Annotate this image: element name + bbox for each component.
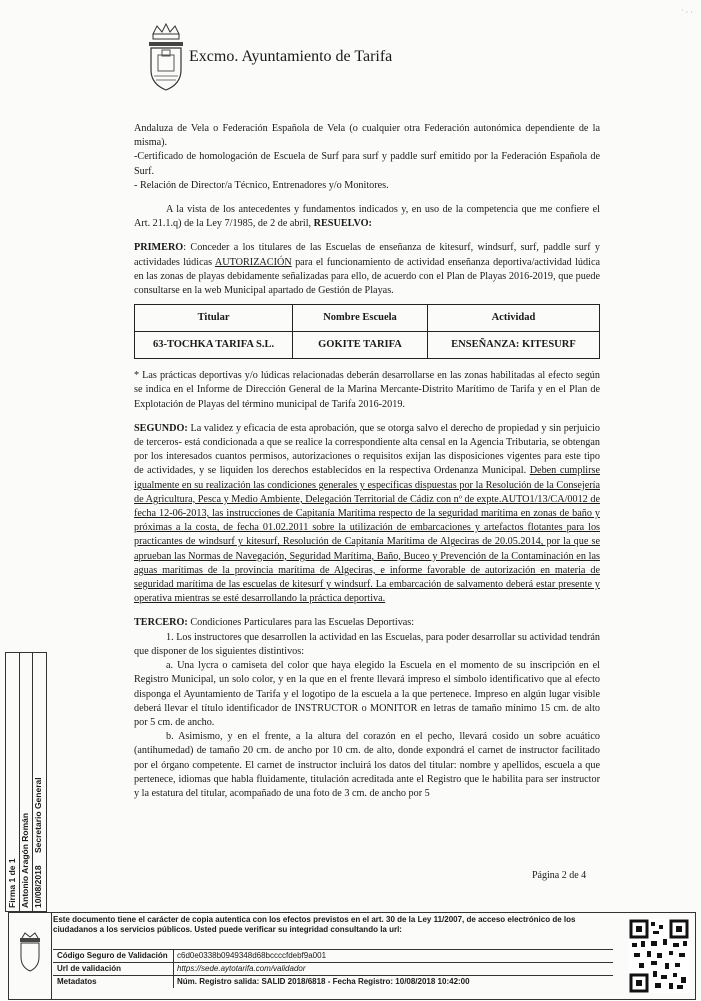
tercero-item: a. Una lycra o camiseta del color que haya elegido la Escuela en el momento de su inscripción en el Registro Municipal, un solo color, y en la que en el frente llevará impreso el símbolo identificativo que al efecto disponga el Ayuntamiento de Tarifa y el logotipo de la escuela a la que pertenece. Impreso en algún lugar visible deberá llevar el título identificador de INSTRUCTOR o MONITOR en letras de tamaño mínimo 15 cm. de alto por 5 cm. de ancho.: [134, 660, 600, 728]
signer-role: Secretario General: [33, 777, 43, 853]
coat-of-arms-icon: [9, 913, 51, 999]
verification-footer: [8, 912, 696, 1000]
signature-count: Firma 1 de 1: [7, 858, 17, 908]
footer-label: Metadatos: [57, 977, 97, 986]
intro-paragraph: - Relación de Director/a Técnico, Entrenadores y/o Monitores.: [134, 179, 389, 191]
footer-label: Url de validación: [57, 964, 122, 973]
page-number: Página 2 de 4: [532, 870, 587, 881]
intro-paragraph: -Certificado de homologación de Escuela de Surf para surf y paddle surf emitido por la Federación Española de Surf.: [134, 151, 600, 177]
table-cell: 63-TOCHKA TARIFA S.L.: [135, 332, 293, 359]
table-cell: ENSEÑANZA: KITESURF: [427, 332, 599, 359]
verification-notice: Este documento tiene el carácter de copia autentica con los efectos previstos en el art. 30 de la Ley 11/2007, de acceso electrónico de los ciudadanos a los servicios públicos. Usted puede verificar su integridad consultando la url:: [53, 915, 576, 934]
tercero-paragraph: TERCERO: Condiciones Particulares para las Escuelas Deportivas:: [134, 617, 415, 629]
column-header: Actividad: [427, 305, 599, 332]
footer-row-csv: [53, 949, 613, 962]
table-header-row: [135, 305, 600, 332]
footer-row-metadata: [53, 975, 613, 988]
coat-of-arms-icon: [145, 22, 187, 92]
column-header: Titular: [135, 305, 293, 332]
footer-value: c6d0e0338b0949348d68bccccfdebf9a001: [177, 951, 327, 960]
signature-sidebar: [5, 652, 47, 912]
segundo-paragraph: SEGUNDO: La validez y eficacia de esta aprobación, que se otorga salvo el derecho de propiedad y sin perjuicio de terceros- está condicionada a que se realice la correspondiente alta censal en la Agencia Tributaria, se obtengan por los interesados cuantos permisos, autorizaciones o requisitos exijan las disposiciones vigentes para este tipo de actividades, y se liquiden los derechos establecidos en la respectiva Ordenanza Municipal. Deben cumplirse igualmente en su realización las condiciones generales y específicas dispuestas por la Resolución de la Consejería de Agricultura, Pesca y Medio Ambiente, Delegación Territorial de Cádiz con nº de expte.AUTO1/13/CA/0012 de fecha 12-06-2013, las instrucciones de Capitanía Marítima respecto de la seguridad marítima en zonas de baño y próximas a la costa, de fecha 01.02.2011 sobre la utilización de embarcaciones y artefactos flotantes para los practicantes de windsurf y kitesurf, Resolución de Capitanía Marítima de Algeciras de 20.05.2014, por la que se aprueban las Normas de Navegación, Seguridad Marítima, Baño, Buceo y Prevención de la Contaminación en las aguas marítimas de la provincia marítima de Algeciras, e informe favorable de autorización en materia de seguridad marítima de las escuelas de kitesurf y windsurf. La embarcación de salvamento deberá estar presente y operativa mientras se esté desarrollando la práctica deportiva.: [134, 422, 600, 605]
footer-label: Código Seguro de Validación: [57, 951, 168, 960]
table-row: [135, 332, 600, 359]
scan-mark: ˙ · ·: [681, 8, 693, 17]
tercero-item: b. Asimismo, y en el frente, a la altura del corazón en el pecho, llevará cosido un sobre acuático (antihumedad) de tamaño 20 cm. de ancho por 10 cm. de alto, donde expondrá el carnet de instructor facilitado por el órgano competente. El carnet de instructor incluirá los datos del titular: nombre y apellidos, escuela a que pertenece, idiomas que habla fluidamente, titulación acreditada ante el Registro que le habilita para ser instructor y la estatura del titular, acompañado de una foto de 3 cm. de ancho por 5: [134, 731, 600, 799]
footer-logo: [9, 913, 52, 999]
vista-paragraph: A la vista de los antecedentes y fundamentos indicados y, en uso de la competencia que me confiere el Art. 21.1.q) de la Ley 7/1985, de 2 de abril, RESUELVO:: [134, 204, 600, 230]
qr-code-icon: [629, 919, 689, 993]
primero-paragraph: PRIMERO: Conceder a los titulares de las Escuelas de enseñanza de kitesurf, windsurf, surf, paddle surf y actividades lúdicas AUTORIZACIÓN para el funcionamiento de actividad enseñanza deportiva/actividad lúdica en las zonas de playas debidamente señalizadas para ello, de acuerdo con el Plan de Playas 2016-2019, que puede consultarse en la web Municipal apartado de Gestión de Playas.: [134, 242, 600, 297]
intro-paragraph: Andaluza de Vela o Federación Española de Vela (o cualquier otra Federación autonómica dependiente de la misma).: [134, 123, 600, 149]
column-header: Nombre Escuela: [293, 305, 428, 332]
document-body: [134, 122, 600, 801]
tercero-item: 1. Los instructores que desarrollen la actividad en las Escuelas, para poder desarrollar su actividad tendrán que disponer de los siguientes distintivos:: [134, 631, 600, 657]
footer-row-url: [53, 962, 613, 975]
footer-value: Núm. Registro salida: SALID 2018/6818 - Fecha Registro: 10/08/2018 10:42:00: [177, 977, 470, 986]
table-cell: GOKITE TARIFA: [293, 332, 428, 359]
schools-table: [134, 304, 600, 359]
signature-date: 10/08/2018: [33, 865, 43, 908]
note-paragraph: * Las prácticas deportivas y/o lúdicas relacionadas deberán desarrollarse en las zonas habilitadas al efecto según se indica en el Informe de Dirección General de la Marina Mercante-Distrito Marítimo de Tarifa y en el Plan de Explotación de Playas del término municipal de Tarifa 2016-2019.: [134, 370, 600, 410]
signer-name: Antonio Aragón Román: [20, 812, 30, 908]
validation-url-link[interactable]: https://sede.aytotarifa.com/validador: [177, 964, 306, 973]
page-title: Excmo. Ayuntamiento de Tarifa: [189, 48, 393, 65]
